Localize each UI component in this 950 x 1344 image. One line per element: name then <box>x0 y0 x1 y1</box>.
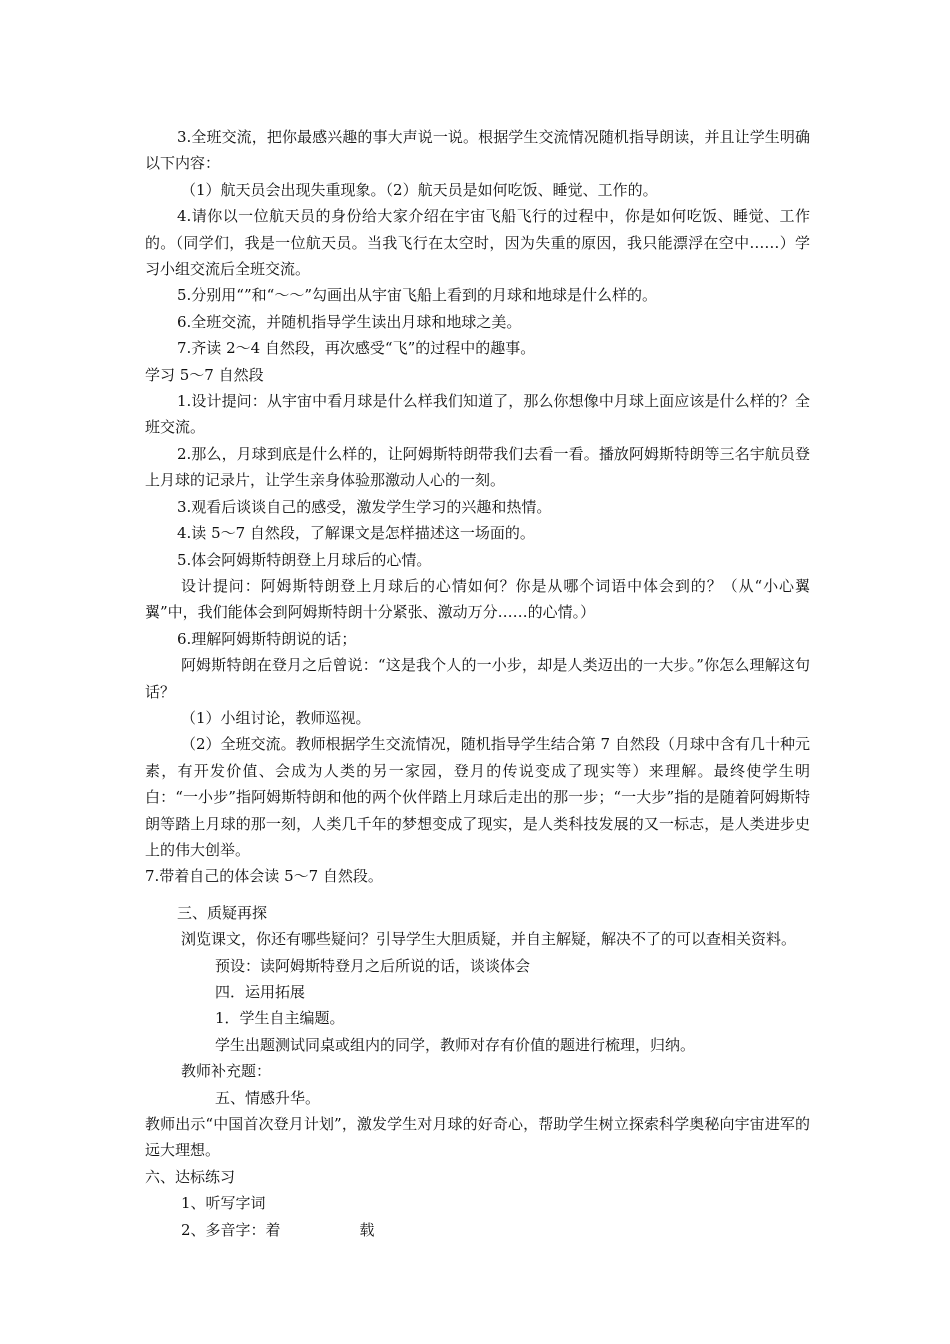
polyphone-char: 载 <box>359 1220 375 1239</box>
paragraph: 4.请你以一位航天员的身份给大家介绍在宇宙飞船飞行的过程中，你是如何吃饭、睡觉、工作的。（同学们，我是一位航天员。当我飞行在太空时，因为失重的原因，我只能漂浮在空中……）学习小组交流后全班交流。 <box>145 207 810 279</box>
paragraph: 学生出题测试同桌或组内的同学，教师对存有价值的题进行梳理，归纳。 <box>215 1035 696 1054</box>
paragraph: 教师出示“中国首次登月计划”，激发学生对月球的好奇心，帮助学生树立探索科学奥秘向宇宙进军的远大理想。 <box>145 1115 810 1160</box>
section-heading: 四．运用拓展 <box>215 983 306 1001</box>
paragraph: 2.那么，月球到底是什么样的，让阿姆斯特朗带我们去看一看。播放阿姆斯特朗等三名宇航员登上月球的记录片，让学生亲身体验那激动人心的一刻。 <box>145 444 810 490</box>
section-heading: 三、质疑再探 <box>177 903 268 922</box>
paragraph: 7.带着自己的体会读 5～7 自然段。 <box>145 867 383 886</box>
paragraph: 阿姆斯特朗在登月之后曾说：“这是我个人的一小步，却是人类迈出的一大步。”你怎么理解这句话？ <box>145 656 810 701</box>
paragraph: 1、听写字词 <box>181 1194 266 1213</box>
paragraph: 浏览课文，你还有哪些疑问？引导学生大胆质疑，并自主解疑，解决不了的可以查相关资料。 <box>181 930 797 949</box>
paragraph: （1）航天员会出现失重现象。（2）航天员是如何吃饭、睡觉、工作的。 <box>181 180 658 199</box>
paragraph: 7.齐读 2～4 自然段，再次感受“飞”的过程中的趣事。 <box>177 339 536 358</box>
paragraph: 6.全班交流，并随机指导学生读出月球和地球之美。 <box>177 312 522 331</box>
paragraph: 6.理解阿姆斯特朗说的话； <box>177 629 357 648</box>
section-heading: 学习 5～7 自然段 <box>145 365 264 384</box>
paragraph: 5.体会阿姆斯特朗登上月球后的心情。 <box>177 550 432 569</box>
paragraph: 3.全班交流，把你最感兴趣的事大声说一说。根据学生交流情况随机指导朗读，并且让学生明确以下内容： <box>145 128 810 173</box>
section-heading: 六、达标练习 <box>145 1167 236 1186</box>
paragraph: 1．学生自主编题。 <box>215 1009 345 1028</box>
document-body <box>145 124 810 1243</box>
paragraph: 预设：读阿姆斯特登月之后所说的话，谈谈体会 <box>215 956 531 975</box>
paragraph: 教师补充题： <box>181 1062 272 1081</box>
paragraph <box>145 1217 810 1243</box>
polyphone-label: 2、多音字：着 <box>181 1220 281 1239</box>
paragraph: （1）小组讨论，教师巡视。 <box>181 708 371 727</box>
section-heading: 五、情感升华。 <box>215 1088 321 1107</box>
paragraph: （2）全班交流。教师根据学生交流情况，随机指导学生结合第 7 自然段（月球中含有几十种元素，有开发价值、会成为人类的另一家园，登月的传说变成了现实等）来理解。最终使学生明白：“一小步”指阿姆斯特朗和他的两个伙伴踏上月球后走出的那一步；“一大步”指的是随着阿姆斯特朗等踏上月球的那一刻，人类几千年的梦想变成了现实，是人类科技发展的又一标志，是人类进步史上的伟大创举。 <box>145 735 810 859</box>
paragraph: 设计提问：阿姆斯特朗登上月球后的心情如何？你是从哪个词语中体会到的？（从“小心翼翼”中，我们能体会到阿姆斯特朗十分紧张、激动万分……的心情。） <box>145 576 810 622</box>
paragraph: 4.读 5～7 自然段，了解课文是怎样描述这一场面的。 <box>177 524 535 543</box>
paragraph: 5.分别用“”和“～～”勾画出从宇宙飞船上看到的月球和地球是什么样的。 <box>177 286 657 305</box>
paragraph: 3.观看后谈谈自己的感受，激发学生学习的兴趣和热情。 <box>177 497 552 516</box>
paragraph: 1.设计提问：从宇宙中看月球是什么样我们知道了，那么你想像中月球上面应该是什么样的？全班交流。 <box>145 392 810 437</box>
